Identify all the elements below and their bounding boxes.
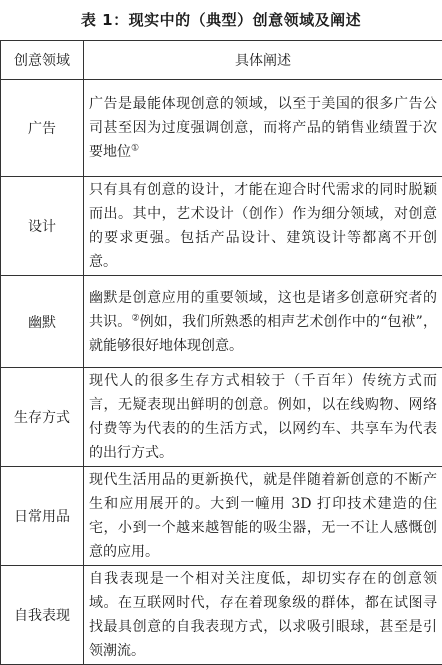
- footnote-marker: ②: [131, 313, 139, 323]
- table-row: [1, 80, 442, 177]
- table-title: 表 1：现实中的（典型）创意领域及阐述: [0, 0, 442, 40]
- table-row: [1, 276, 442, 368]
- description-cell: [84, 368, 442, 467]
- table-row: [1, 368, 442, 467]
- description-cell: [84, 177, 442, 276]
- domain-cell: 自我表现: [1, 566, 84, 665]
- description-text: 幽默是创意应用的重要领域，这也是诸多创意研究者的共识。: [89, 290, 437, 330]
- table-header-row: [1, 41, 442, 80]
- domain-cell: 广告: [1, 80, 84, 177]
- domain-cell: 设计: [1, 177, 84, 276]
- description-text: 现代生活用品的更新换代，就是伴随着新创意的不断产生和应用展开的。大到一幢用 3D 打印技术建造的住宅，小到一个越来越智能的吸尘器，无一不让人感慨创意的应用。: [89, 472, 437, 560]
- description-text: 现代人的很多生存方式相较于（千百年）传统方式而言，无疑表现出鲜明的创意。例如，以在线购物、网络付费等为代表的的生活方式，以网约车、共享车为代表的出行方式。: [89, 373, 437, 461]
- table-row: [1, 467, 442, 566]
- domain-cell: 生存方式: [1, 368, 84, 467]
- description-text-continued: 例如，我们所熟悉的相声艺术创作中的“包袱”，就能够很好地体现创意。: [89, 314, 437, 354]
- creative-domains-table: [0, 40, 442, 665]
- description-text: 广告是最能体现创意的领域，以至于美国的很多广告公司甚至因为过度强调创意，而将产品的销售业绩置于次要地位: [89, 96, 437, 160]
- header-domain: 创意领域: [1, 41, 84, 80]
- table-row: [1, 566, 442, 665]
- domain-cell: 日常用品: [1, 467, 84, 566]
- description-text: 只有具有创意的设计，才能在迎合时代需求的同时脱颖而出。其中，艺术设计（创作）作为细分领域，对创意的要求更强。包括产品设计、建筑设计等都离不开创意。: [89, 182, 437, 270]
- header-description: 具体阐述: [84, 41, 442, 80]
- description-text: 自我表现是一个相对关注度低，却切实存在的创意领域。在互联网时代，存在着现象级的群体，都在试图寻找最具创意的自我表现方式，以求吸引眼球，甚至是引领潮流。: [89, 571, 437, 659]
- description-cell: [84, 566, 442, 665]
- footnote-marker: ①: [131, 143, 139, 153]
- domain-cell: 幽默: [1, 276, 84, 368]
- description-cell: [84, 276, 442, 368]
- table-row: [1, 177, 442, 276]
- description-cell: [84, 80, 442, 177]
- description-cell: [84, 467, 442, 566]
